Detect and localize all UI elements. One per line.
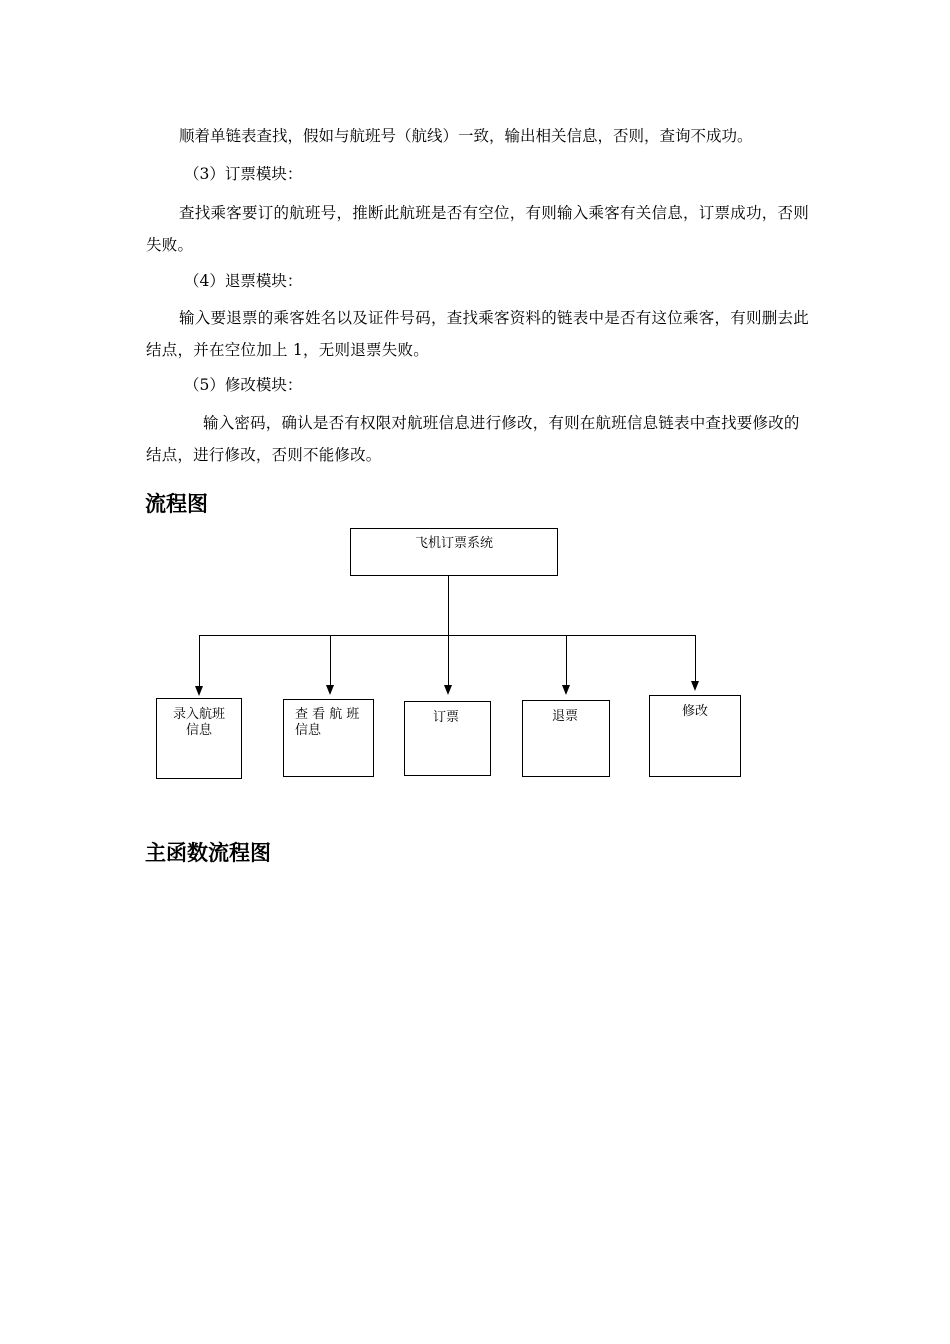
root-node-box bbox=[350, 528, 558, 576]
arrow-4-icon bbox=[562, 685, 570, 695]
heading-refund-module: （4）退票模块： bbox=[184, 272, 303, 290]
child-node-input-flight bbox=[156, 698, 242, 779]
paragraph-query: 顺着单链表查找，假如与航班号（航线）一致，输出相关信息，否则，查询不成功。 bbox=[179, 127, 753, 145]
arrow-2-icon bbox=[326, 685, 334, 695]
section-heading-main-flowchart: 主函数流程图 bbox=[145, 841, 271, 865]
heading-booking-module: （3）订票模块： bbox=[184, 165, 303, 183]
child-node-label: 录入航班 bbox=[172, 707, 225, 722]
child-node-label: 修改 bbox=[681, 704, 708, 719]
paragraph-booking: 查找乘客要订的航班号，推断此航班是否有空位，有则输入乘客有关信息，订票成功，否则失败。 bbox=[146, 204, 810, 254]
connector-5 bbox=[695, 635, 696, 682]
paragraph-modify: 输入密码，确认是否有权限对航班信息进行修改，有则在航班信息链表中查找要修改的结点，进行修改，否则不能修改。 bbox=[146, 414, 800, 464]
heading-modify-module: （5）修改模块： bbox=[184, 376, 303, 394]
arrow-1-icon bbox=[195, 686, 203, 696]
arrow-3-icon bbox=[444, 685, 452, 695]
arrow-5-icon bbox=[691, 681, 699, 691]
connector-2 bbox=[330, 635, 331, 686]
connector-4 bbox=[566, 635, 567, 686]
connector-1 bbox=[199, 635, 200, 687]
child-node-refund bbox=[522, 700, 610, 777]
child-node-label: 信息 bbox=[185, 723, 212, 738]
child-node-label: 查 看 航 班 bbox=[295, 707, 360, 722]
root-node-label: 飞机订票系统 bbox=[414, 536, 493, 551]
child-node-label: 退票 bbox=[552, 709, 579, 724]
child-node-label: 订票 bbox=[433, 710, 460, 725]
child-node-view-flight bbox=[283, 699, 374, 777]
section-heading-flowchart: 流程图 bbox=[145, 492, 208, 516]
paragraph-refund: 输入要退票的乘客姓名以及证件号码，查找乘客资料的链表中是否有这位乘客，有则删去此结点，并在空位加上 1，无则退票失败。 bbox=[146, 309, 810, 359]
child-node-label: 信息 bbox=[295, 723, 322, 738]
child-node-booking bbox=[404, 701, 491, 776]
root-connector bbox=[448, 576, 449, 636]
child-node-modify bbox=[649, 695, 741, 777]
connector-3 bbox=[448, 635, 449, 686]
